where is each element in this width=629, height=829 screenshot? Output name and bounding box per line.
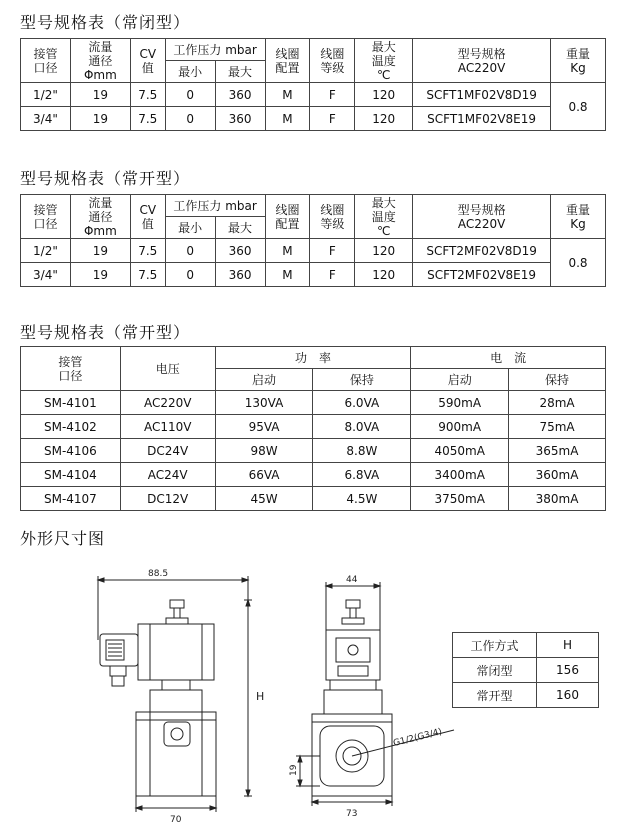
dim-thread: G1/2(G3/4)	[392, 727, 444, 749]
dim-width-top: 88.5	[148, 569, 169, 579]
table-row: 1/2" 19 7.5 0 360 M F 120 SCFT1MF02V8D19 0.8	[21, 83, 606, 107]
weight-cell: 0.8	[551, 83, 606, 131]
table-row: SM-4106 DC24V 98W 8.8W 4050mA 365mA	[21, 439, 606, 463]
hdr-weight: 重量 Kg	[551, 195, 606, 239]
table-row: SM-4101 AC220V 130VA 6.0VA 590mA 28mA	[21, 391, 606, 415]
hdr-current: 电 流	[411, 347, 606, 369]
power-table-title: 型号规格表（常开型）	[20, 323, 191, 342]
dim-side-19: 19	[289, 764, 299, 776]
table-row: 1/2" 19 7.5 0 360 M F 120 SCFT2MF02V8D19 0.8	[21, 239, 606, 263]
hdr-coil-config: 线圈 配置	[265, 195, 310, 239]
closed-table-title: 型号规格表（常闭型）	[20, 13, 191, 32]
table-row: 3/4" 19 7.5 0 360 M F 120 SCFT2MF02V8E19	[21, 263, 606, 287]
hdr-coil-grade: 线圈 等级	[310, 39, 355, 83]
table-row: 常闭型 156	[453, 658, 599, 683]
closed-spec-table	[20, 38, 606, 131]
dimension-drawing-title: 外形尺寸图	[20, 529, 106, 548]
hdr-max-temp: 最大 温度 ℃	[355, 39, 413, 83]
dim-width-bottom: 70	[170, 815, 182, 825]
table-row: 常开型 160	[453, 683, 599, 708]
table-row: 工作方式 H	[453, 633, 599, 658]
hdr-port: 接管 口径	[21, 195, 71, 239]
hdr-max: 最大	[215, 61, 265, 83]
hdr-current-hold: 保持	[509, 369, 606, 391]
hdr-pressure: 工作压力 mbar	[165, 39, 265, 61]
hdr-max-temp: 最大 温度 ℃	[355, 195, 413, 239]
hdr-port: 接管 口径	[21, 39, 71, 83]
hdr-min: 最小	[165, 217, 215, 239]
hdr-coil-grade: 线圈 等级	[310, 195, 355, 239]
hdr-model: 型号规格 AC220V	[413, 195, 551, 239]
open-table-title: 型号规格表（常开型）	[20, 169, 191, 188]
working-mode-table	[452, 632, 599, 708]
hdr-current-start: 启动	[411, 369, 509, 391]
table-row: SM-4107 DC12V 45W 4.5W 3750mA 380mA	[21, 487, 606, 511]
hdr-flow: 流量 通径 Φmm	[70, 195, 130, 239]
hdr-cv: CV 值	[130, 195, 165, 239]
weight-cell: 0.8	[551, 239, 606, 287]
table-row: SM-4104 AC24V 66VA 6.8VA 3400mA 360mA	[21, 463, 606, 487]
hdr-power-start: 启动	[215, 369, 313, 391]
hdr-power-hold: 保持	[313, 369, 411, 391]
hdr-flow: 流量 通径 Φmm	[70, 39, 130, 83]
hdr-weight: 重量 Kg	[551, 39, 606, 83]
hdr-pressure: 工作压力 mbar	[165, 195, 265, 217]
table-row: SM-4102 AC110V 95VA 8.0VA 900mA 75mA	[21, 415, 606, 439]
hdr-min: 最小	[165, 61, 215, 83]
hdr-cv: CV 值	[130, 39, 165, 83]
hdr-voltage: 电压	[120, 347, 215, 391]
hdr-coil-config: 线圈 配置	[265, 39, 310, 83]
hdr-power: 功 率	[215, 347, 411, 369]
hdr-model: 型号规格 AC220V	[413, 39, 551, 83]
hdr-port: 接管 口径	[21, 347, 121, 391]
table-row: 3/4" 19 7.5 0 360 M F 120 SCFT1MF02V8E19	[21, 107, 606, 131]
hdr-max: 最大	[215, 217, 265, 239]
power-spec-table	[20, 346, 606, 511]
open-spec-table	[20, 194, 606, 287]
dim-side-bottom: 73	[346, 809, 358, 819]
dim-side-top: 44	[346, 575, 358, 585]
dim-height: H	[256, 690, 265, 703]
